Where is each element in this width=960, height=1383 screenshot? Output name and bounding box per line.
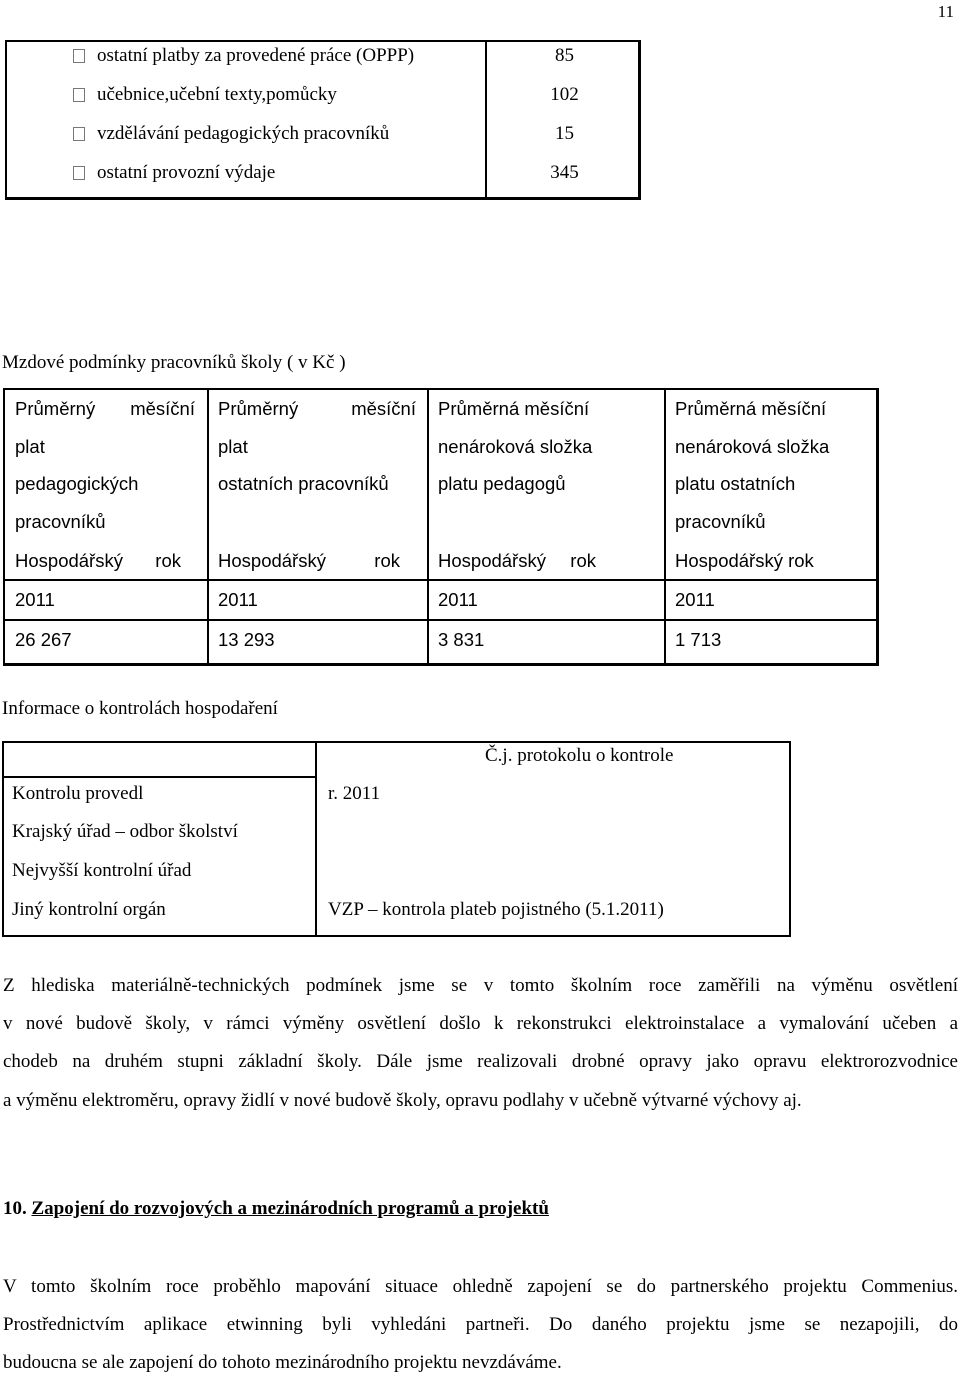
text-line: chodeb na druhém stupni základní školy. Dále jsme realizovali drobné opravy jako opravu elektrorozvodnice	[3, 1051, 958, 1073]
page-number: 11	[937, 2, 954, 21]
fiscal-year-label: Hospodářský rok	[438, 550, 596, 571]
payment-value: 102	[550, 84, 579, 105]
table-row	[7, 81, 638, 120]
column-header: Č.j. protokolu o kontrole	[485, 745, 674, 766]
section-title: Zapojení do rozvojových a mezinárodních programů a projektů	[31, 1198, 549, 1219]
year-value: 2011	[438, 589, 478, 610]
payment-value: 345	[550, 162, 579, 183]
text-line: Prostřednictvím aplikace etwinning byli vyhledáni partneři. Do daného projektu jsme se nezapojili, do	[3, 1314, 958, 1336]
checkbox-icon	[73, 49, 85, 63]
control-table	[2, 741, 791, 936]
table-border	[789, 741, 791, 936]
row-divider	[5, 619, 876, 621]
column-divider	[207, 390, 209, 663]
checkbox-icon	[73, 88, 85, 102]
salary-value: 13 293	[218, 629, 275, 650]
year-value: 2011	[218, 589, 258, 610]
payment-label: ostatní platby za provedené práce (OPPP)	[97, 45, 415, 66]
header-line: nenároková složka	[438, 435, 593, 457]
header-line: Průměrná měsíční	[675, 398, 827, 419]
payment-value: 85	[555, 45, 574, 66]
section-heading	[3, 1198, 549, 1220]
paragraph	[3, 967, 958, 1120]
text-line: a výměnu elektroměru, opravy židlí v nové budově školy, opravu podlahy v učebně výtvarné výchovy aj.	[3, 1089, 802, 1111]
table-border	[2, 935, 791, 937]
fiscal-year-label: Hospodářský rok	[218, 550, 400, 571]
salary-caption: Mzdové podmínky pracovníků školy ( v Kč )	[2, 352, 346, 373]
checkbox-icon	[73, 127, 85, 141]
fiscal-year-label: Hospodářský rok	[675, 550, 814, 571]
payment-value: 15	[555, 123, 574, 144]
header-line: pracovníků	[675, 510, 766, 532]
column-divider	[664, 390, 666, 663]
header-line: Průměrná měsíční	[438, 398, 590, 419]
text-line: budoucna se ale zapojení do tohoto mezinárodního projektu nevzdáváme.	[3, 1352, 562, 1374]
header-line: platu pedagogů	[438, 473, 566, 494]
table-border	[2, 741, 4, 936]
header-line: pracovníků	[15, 510, 106, 532]
header-line: platu ostatních	[675, 473, 796, 494]
checkbox-icon	[73, 166, 85, 180]
row-label: Kontrolu provedl	[12, 783, 144, 804]
fiscal-year-label: Hospodářský rok	[15, 550, 181, 571]
payments-table	[5, 40, 641, 200]
payment-label: učebnice,učební texty,pomůcky	[97, 84, 337, 105]
column-divider	[315, 741, 317, 936]
row-label: Jiný kontrolní orgán	[12, 899, 166, 920]
header-line: pedagogických	[15, 473, 139, 494]
text-line: V tomto školním roce proběhlo mapování situace ohledně zapojení se do partnerského projektu Commenius.	[3, 1276, 958, 1297]
table-row	[7, 159, 638, 198]
column-divider	[427, 390, 429, 663]
header-line: plat	[15, 435, 45, 457]
section-number: 10.	[3, 1198, 27, 1219]
header-line: Průměrný měsíční	[15, 398, 195, 419]
payment-label: vzdělávání pedagogických pracovníků	[97, 123, 390, 144]
row-divider	[5, 579, 876, 581]
header-line: plat	[218, 435, 248, 457]
row-label: Krajský úřad – odbor školství	[12, 821, 238, 842]
salary-value: 3 831	[438, 629, 485, 650]
text-line: v nové budově školy, v rámci výměny osvětlení došlo k rekonstrukci elektroinstalace a vymalování učeben a	[3, 1013, 958, 1035]
row-label: Nejvyšší kontrolní úřad	[12, 860, 192, 881]
text-line: Z hlediska materiálně-technických podmínek jsme se v tomto školním roce zaměřili na výměnu osvětlení	[3, 975, 958, 996]
table-row	[7, 120, 638, 159]
row-value: r. 2011	[328, 783, 381, 804]
year-value: 2011	[675, 589, 715, 610]
table-row	[7, 42, 638, 81]
year-value: 2011	[15, 589, 55, 610]
row-value: VZP – kontrola plateb pojistného (5.1.2011)	[328, 899, 664, 920]
paragraph	[3, 1268, 958, 1383]
header-line: Průměrný měsíční	[218, 398, 416, 419]
header-line: ostatních pracovníků	[218, 473, 389, 494]
salary-value: 26 267	[15, 629, 72, 650]
salary-value: 1 713	[675, 629, 722, 650]
header-line: nenároková složka	[675, 435, 830, 457]
salary-table	[3, 388, 879, 666]
payment-label: ostatní provozní výdaje	[97, 162, 276, 183]
control-caption: Informace o kontrolách hospodaření	[2, 698, 278, 719]
